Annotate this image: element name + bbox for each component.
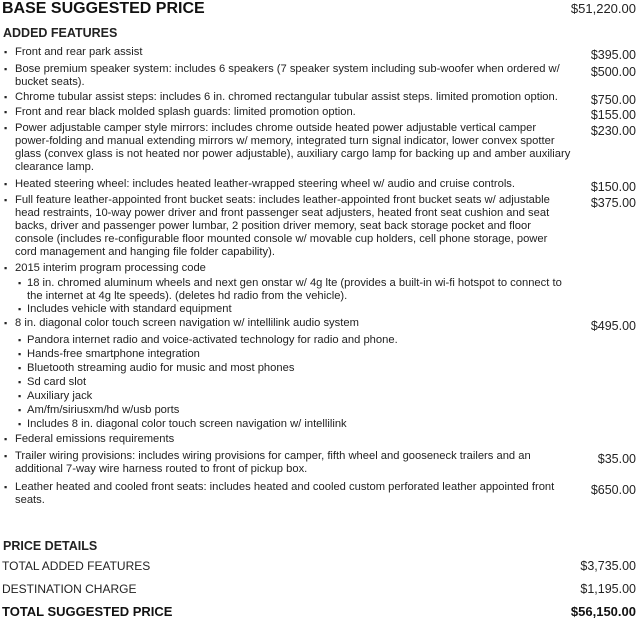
feature-sub-item: ▪ Pandora internet radio and voice-activated technology for radio and phone. [15, 334, 572, 347]
destination-charge-label: DESTINATION CHARGE [2, 582, 137, 596]
feature-sub-item: ▪ Includes vehicle with standard equipment [15, 303, 572, 316]
feature-text: Front and rear park assist [15, 46, 143, 58]
feature-item [0, 481, 638, 507]
feature-price: $375.00 [590, 196, 636, 210]
feature-sub-item: ▪ 18 in. chromed aluminum wheels and next gen onstar w/ 4g lte (provides a built-in wi-fi hotspot to connect to the internet at 4g lte speeds). (deletes hd radio from the vehicle). [15, 277, 572, 303]
feature-item [0, 433, 638, 446]
feature-item [0, 46, 638, 62]
feature-item [0, 194, 638, 259]
feature-sub-item: ▪ Auxiliary jack [15, 390, 572, 403]
feature-item [0, 63, 638, 89]
feature-text: Bose premium speaker system: includes 6 speakers (7 speaker system including sub-woofer when ordered w/ bucket seats). [15, 63, 560, 88]
feature-item [0, 262, 638, 316]
feature-price: $650.00 [590, 483, 636, 497]
feature-item [0, 122, 638, 174]
total-suggested-price-value: $56,150.00 [570, 604, 636, 619]
feature-price: $750.00 [590, 93, 636, 107]
feature-item [0, 317, 638, 431]
feature-text: 2015 interim program processing code [15, 262, 206, 274]
feature-text: Leather heated and cooled front seats: includes heated and cooled custom perforated leather appointed front seats. [15, 481, 555, 506]
total-suggested-price-row [2, 604, 636, 619]
feature-sub-item: ▪ Hands-free smartphone integration [15, 348, 572, 361]
feature-item [0, 106, 638, 122]
feature-sub-item: ▪ Sd card slot [15, 376, 572, 389]
feature-text: Full feature leather-appointed front bucket seats: includes leather-appointed front bucket seats w/ adjustable head restraints, 10-way power driver and front passenger seat adjusters, heated front seat cushion and seat backs, driver and passenger power lumbar, 2 position driver memory, seat back storage pocket and floor console (includes re-configurable floor mounted console w/ movable cup holders, cell phone storage, power cord management and hanging file folder capability). [15, 194, 550, 258]
feature-price: $150.00 [590, 180, 636, 194]
destination-charge-row [2, 582, 636, 596]
feature-sub-list [15, 277, 572, 316]
feature-price: $495.00 [590, 319, 636, 333]
feature-text: 8 in. diagonal color touch screen navigation w/ intellilink audio system [15, 317, 359, 329]
destination-charge-value: $1,195.00 [580, 582, 636, 596]
feature-price: $155.00 [590, 108, 636, 122]
feature-text: Federal emissions requirements [15, 433, 175, 445]
total-suggested-price-label: TOTAL SUGGESTED PRICE [2, 604, 173, 619]
feature-item [0, 450, 638, 476]
feature-price: $395.00 [590, 48, 636, 62]
feature-text: Power adjustable camper style mirrors: includes chrome outside heated power adjustable vertical camper power-folding and manual extending mirrors w/ memory, integrated turn signal indicator, lower convex spotter glass (convex glass is not heated nor power adjustable), auxiliary cargo lamp for backing up and amber auxiliary clearance lamp. [15, 122, 571, 173]
total-added-features-value: $3,735.00 [580, 559, 636, 573]
feature-text: Chrome tubular assist steps: includes 6 in. chromed rectangular tubular assist steps. limited promotion option. [15, 91, 558, 103]
feature-text: Heated steering wheel: includes heated leather-wrapped steering wheel w/ audio and cruise controls. [15, 178, 516, 190]
added-features-title: ADDED FEATURES [3, 26, 118, 40]
feature-sub-list [15, 334, 572, 431]
price-details-title: PRICE DETAILS [3, 539, 98, 553]
added-features-list [0, 44, 638, 507]
feature-price: $500.00 [590, 65, 636, 79]
feature-text: Trailer wiring provisions: includes wiring provisions for camper, fifth wheel and gooseneck trailers and an additional 7-way wire harness routed to front of pickup box. [15, 450, 531, 475]
feature-sub-item: ▪ Bluetooth streaming audio for music and most phones [15, 362, 572, 375]
feature-sub-item: ▪ Includes 8 in. diagonal color touch screen navigation w/ intellilink [15, 418, 572, 431]
base-price-title: BASE SUGGESTED PRICE [2, 0, 205, 17]
base-price-value: $51,220.00 [570, 1, 636, 16]
base-price-row [2, 0, 636, 18]
feature-item [0, 178, 638, 194]
total-added-features-label: TOTAL ADDED FEATURES [2, 559, 151, 573]
feature-price: $230.00 [590, 124, 636, 138]
total-added-features-row [2, 559, 636, 573]
feature-price: $35.00 [597, 452, 636, 466]
feature-item [0, 91, 638, 107]
feature-sub-item: ▪ Am/fm/siriusxm/hd w/usb ports [15, 404, 572, 417]
feature-text: Front and rear black molded splash guards: limited promotion option. [15, 106, 356, 118]
